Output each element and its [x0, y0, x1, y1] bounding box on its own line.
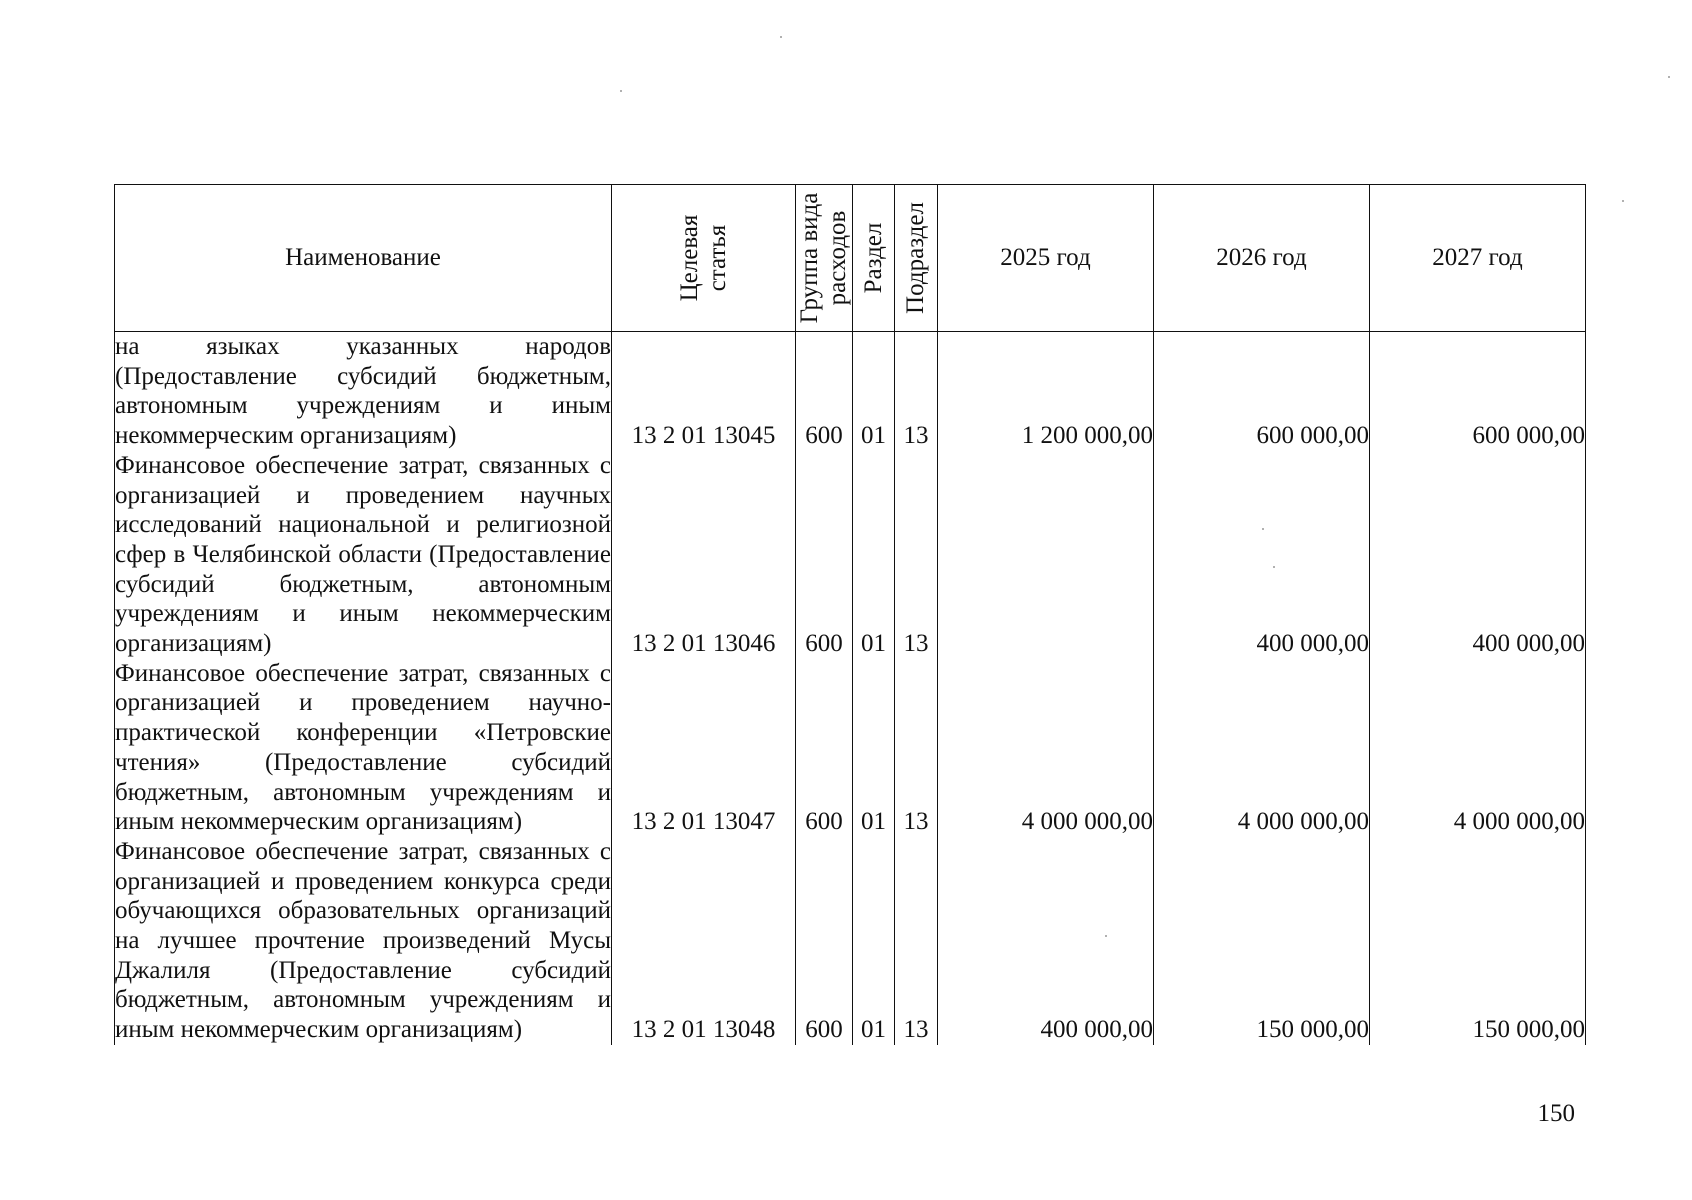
header-section: Раздел	[853, 185, 895, 332]
row-subsection: 13	[895, 451, 938, 659]
row-target-code: 13 2 01 13047	[612, 659, 796, 837]
header-name: Наименование	[115, 185, 612, 332]
row-amount-2025: 4 000 000,00	[938, 659, 1154, 837]
scan-speck	[1622, 200, 1624, 202]
row-amount-2027: 600 000,00	[1370, 332, 1586, 451]
row-name: на языках указанных народов (Предоставление субсидий бюджетным, автономным учреждениям и иным некоммерческим организациям)	[115, 333, 611, 450]
row-section: 01	[853, 659, 895, 837]
scan-speck	[1105, 935, 1107, 937]
row-name: Финансовое обеспечение затрат, связанных с организацией и проведением конкурса среди обучающихся образовательных организаций на лучшее прочтение произведений Мусы Джалиля (Предоставление субсидий бюджетным, автономным учреждениям и иным некоммерческим организациям)	[115, 837, 611, 1044]
scan-speck	[620, 90, 622, 92]
page-number: 150	[1537, 1100, 1575, 1127]
row-amount-2025: 1 200 000,00	[938, 332, 1154, 451]
table-row	[115, 451, 1586, 659]
row-amount-2027: 150 000,00	[1370, 837, 1586, 1045]
header-target-article: Целевая статья	[612, 185, 796, 332]
row-expense-group: 600	[796, 451, 853, 659]
table-row	[115, 332, 1586, 451]
row-section: 01	[853, 837, 895, 1045]
row-expense-group: 600	[796, 837, 853, 1045]
row-name: Финансовое обеспечение затрат, связанных с организацией и проведением научно-практической конференции «Петровские чтения» (Предоставление субсидий бюджетным, автономным учреждениям и иным некоммерческим организациям)	[115, 659, 611, 836]
row-amount-2026: 600 000,00	[1154, 332, 1370, 451]
row-target-code: 13 2 01 13045	[612, 332, 796, 451]
row-section: 01	[853, 332, 895, 451]
header-expense-group: Группа вида расходов	[796, 185, 853, 332]
row-subsection: 13	[895, 332, 938, 451]
table-row	[115, 837, 1586, 1045]
row-subsection: 13	[895, 837, 938, 1045]
row-target-code: 13 2 01 13046	[612, 451, 796, 659]
row-name: Финансовое обеспечение затрат, связанных с организацией и проведением научных исследований национальной и религиозной сфер в Челябинской области (Предоставление субсидий бюджетным, автономным учреждениям и иным некоммерческим организациям)	[115, 451, 611, 658]
budget-table	[114, 184, 1586, 1045]
row-expense-group: 600	[796, 659, 853, 837]
table-header	[115, 185, 1586, 332]
row-amount-2026: 4 000 000,00	[1154, 659, 1370, 837]
row-target-code: 13 2 01 13048	[612, 837, 796, 1045]
row-amount-2027: 400 000,00	[1370, 451, 1586, 659]
scan-speck	[1262, 528, 1264, 530]
scan-speck	[1668, 76, 1670, 78]
header-subsection: Подраздел	[895, 185, 938, 332]
row-amount-2026: 400 000,00	[1154, 451, 1370, 659]
row-section: 01	[853, 451, 895, 659]
row-expense-group: 600	[796, 332, 853, 451]
table-row	[115, 659, 1586, 837]
scan-speck	[1273, 566, 1275, 568]
row-amount-2027: 4 000 000,00	[1370, 659, 1586, 837]
row-amount-2025	[938, 451, 1154, 659]
header-year-2027: 2027 год	[1370, 185, 1586, 332]
row-subsection: 13	[895, 659, 938, 837]
row-amount-2025: 400 000,00	[938, 837, 1154, 1045]
scan-speck	[780, 36, 782, 38]
header-year-2025: 2025 год	[938, 185, 1154, 332]
table-body	[115, 332, 1586, 1045]
row-amount-2026: 150 000,00	[1154, 837, 1370, 1045]
header-year-2026: 2026 год	[1154, 185, 1370, 332]
